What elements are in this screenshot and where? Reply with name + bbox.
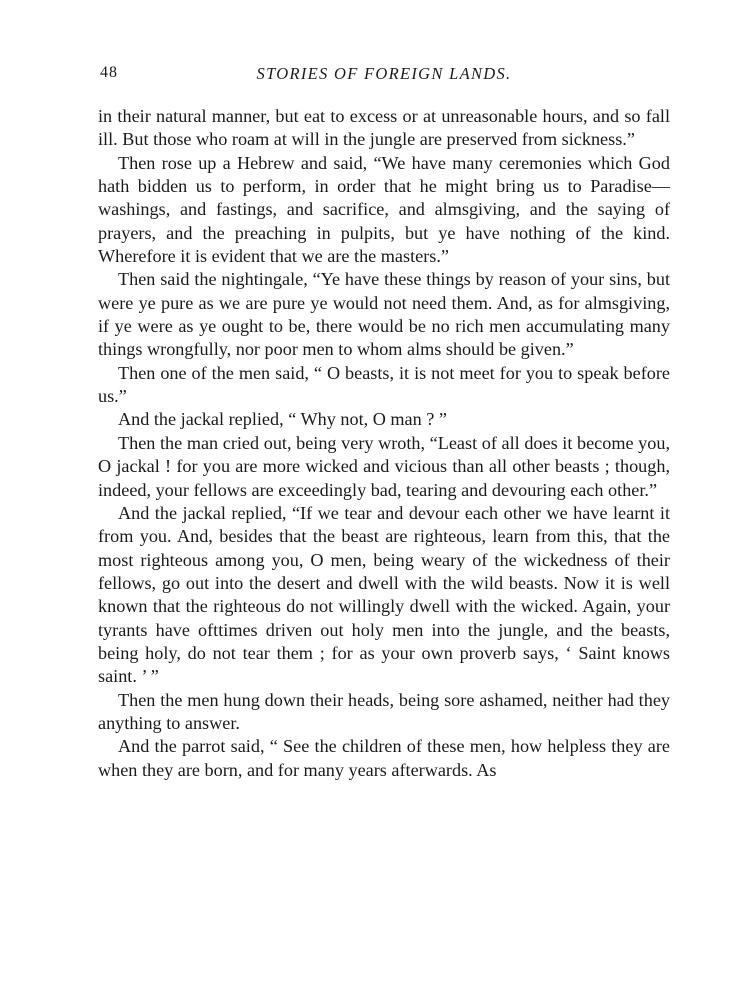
running-head: [98, 64, 670, 88]
paragraph: Then rose up a Hebrew and said, “We have many ceremonies which God hath bidden us to perform, in order that he might bring us to Paradise—washings, and fastings, and sacrifice, and almsgiving, and the saying of prayers, and the preaching in pulpits, but ye have nothing of the kind. Wherefore it is evident that we are the masters.”: [98, 152, 670, 267]
paragraph: Then the man cried out, being very wroth, “Least of all does it become you, O jackal ! for you are more wicked and vicious than all other beasts ; though, indeed, your fellows are exceedingly bad, tearing and devouring each other.”: [98, 432, 670, 500]
body-text: [98, 105, 670, 782]
paragraph: And the jackal replied, “If we tear and devour each other we have learnt it from you. And, besides that the beast are righteous, learn from this, that the most righteous among you, O men, being weary of the wickedness of their fellows, go out into the desert and dwell with the wild beasts. Now it is well known that the righteous do not willingly dwell with the wicked. Again, your tyrants have ofttimes driven out holy men into the jungle, and the beasts, being holy, do not tear them ; for as your own proverb says, ‘ Saint knows saint. ’ ”: [98, 502, 670, 687]
paragraph: in their natural manner, but eat to excess or at unreasonable hours, and so fall ill. But those who roam at will in the jungle are preserved from sickness.”: [98, 106, 670, 150]
paragraph: Then one of the men said, “ O beasts, it is not meet for you to speak before us.”: [98, 362, 670, 407]
page-number: 48: [100, 64, 118, 81]
paragraph: Then the men hung down their heads, being sore ashamed, neither had they anything to answer.: [98, 689, 670, 733]
paragraph: And the jackal replied, “ Why not, O man ? ”: [118, 409, 447, 430]
paragraph: And the parrot said, “ See the children of these men, how helpless they are when they are born, and for many years afterwards. As: [98, 736, 670, 780]
book-title: STORIES OF FOREIGN LANDS.: [256, 64, 512, 83]
paragraph: Then said the nightingale, “Ye have these things by reason of your sins, but were ye pure as we are pure ye would not need them. And, as for almsgiving, if ye were as ye ought to be, there would be no rich men accumulating many things wrongfully, nor poor men to whom alms should be given.”: [98, 269, 670, 360]
